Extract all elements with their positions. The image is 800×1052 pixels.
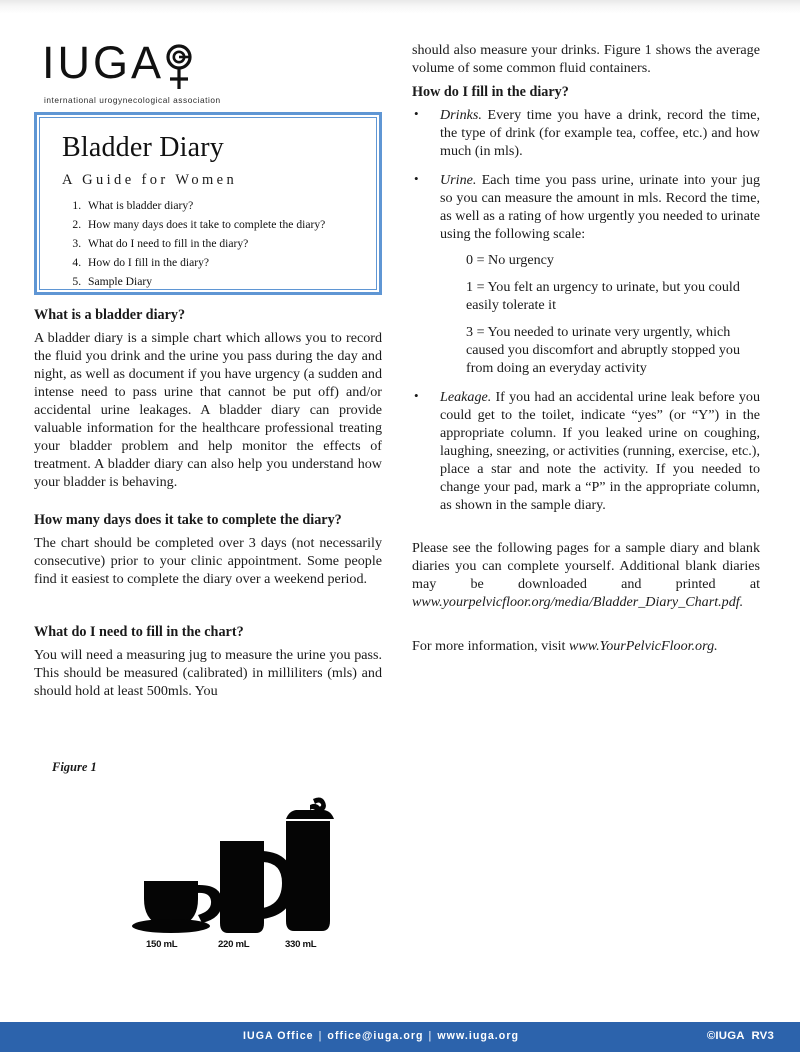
figure-label: Figure 1 bbox=[52, 760, 97, 774]
title-box bbox=[34, 112, 382, 295]
section-heading-how-do-i-fill-in: How do I fill in the diary? bbox=[412, 83, 569, 100]
logo-tagline: international urogynecological association bbox=[44, 95, 221, 105]
toc-item: 1. What is bladder diary? bbox=[84, 197, 358, 216]
footer-copyright-block bbox=[707, 1030, 774, 1042]
spacer bbox=[412, 624, 760, 638]
bullet-text-leakage: If you had an accidental urine leak before you could get to the toilet, indicate “yes” (or “Y”) in the appropriate column. If you leaked urine on coughing, laughing, sneezing, or activities (running, exercise, etc.), place a star and note the activity. If you needed to change your pad, mark a “P” in the appropriate column, as shown in the sample diary. bbox=[440, 388, 760, 513]
mug-icon bbox=[220, 841, 294, 933]
figure-caption-can: 330 mL bbox=[285, 939, 317, 950]
section-heading-how-many-days: How many days does it take to complete the diary? bbox=[34, 512, 342, 529]
table-of-contents bbox=[62, 197, 358, 291]
section-body-how-many-days: The chart should be completed over 3 days (not necessarily consecutive) prior to your clinic appointment. Some people find it easiest to complete the diary over a weekend period. bbox=[34, 535, 382, 588]
figure-1 bbox=[34, 760, 382, 964]
toc-item: 2. How many days does it take to complete the diary? bbox=[84, 216, 358, 235]
more-information-paragraph bbox=[412, 638, 760, 656]
list-item bbox=[412, 107, 760, 161]
title-box-inner bbox=[39, 117, 377, 290]
right-column bbox=[412, 42, 760, 669]
page-subtitle: A Guide for Women bbox=[62, 172, 238, 188]
footer-contact-info bbox=[243, 1030, 519, 1042]
page-title: Bladder Diary bbox=[62, 132, 224, 163]
urgency-scale-item: 0 = No urgency bbox=[466, 252, 554, 269]
more-information-text: For more information, visit bbox=[412, 638, 569, 655]
footer-revision: RV3 bbox=[751, 1030, 774, 1042]
instruction-bullet-list bbox=[412, 107, 760, 515]
figure-artwork bbox=[34, 789, 382, 964]
list-item bbox=[412, 172, 760, 378]
section-body-what-is-bladder-diary: A bladder diary is a simple chart which allows you to record the fluid you drink and the urine you pass during the day and night, as well as document if you have urgency (a sudden and intense need to pass urine that cannot be put off) and/or accidental urine leakages. A bladder diary can provide valuable information for the healthcare professional treating your bladder problem and help monitor the effects of treatment. A bladder diary can also help you understand how your bladder is behaving. bbox=[34, 329, 382, 490]
bullet-term-drinks: Drinks. bbox=[440, 106, 482, 123]
more-information-url: www.YourPelvicFloor.org. bbox=[568, 638, 718, 655]
urgency-scale-item: 3 = You needed to urinate very urgently, which caused you discomfort and abruptly stopped you from doing an everyday activity bbox=[466, 324, 740, 376]
page-footer bbox=[0, 1022, 800, 1052]
bullet-term-urine: Urine. bbox=[440, 171, 477, 188]
page-top-shading bbox=[0, 0, 800, 14]
footer-office-label: IUGA Office bbox=[243, 1030, 314, 1042]
logo-row bbox=[42, 37, 382, 91]
footer-separator: | bbox=[428, 1030, 433, 1042]
left-column bbox=[34, 307, 382, 714]
bullet-text-urine: Each time you pass urine, urinate into your jug so you can measure the amount in mls. Record the time, as well as a rating of how urgently you needed to urinate using the following scale: bbox=[440, 171, 760, 242]
footer-separator: | bbox=[318, 1030, 323, 1042]
toc-item: 4. How do I fill in the diary? bbox=[84, 254, 358, 273]
closing-paragraph-text: Please see the following pages for a sample diary and blank diaries you can complete yourself. Additional blank diaries may be downloaded and printed at bbox=[412, 539, 760, 592]
section-heading-what-do-i-need: What do I need to fill in the chart? bbox=[34, 624, 244, 641]
urgency-scale-list bbox=[440, 252, 760, 377]
iuga-logo bbox=[42, 37, 382, 105]
teacup-icon bbox=[132, 881, 222, 933]
urgency-scale-item: 1 = You felt an urgency to urinate, but you could easily tolerate it bbox=[466, 279, 740, 314]
spacer bbox=[412, 526, 760, 540]
spacer bbox=[34, 504, 382, 512]
section-heading-what-is-bladder-diary: What is a bladder diary? bbox=[34, 307, 186, 323]
toc-item: 5. Sample Diary bbox=[84, 273, 358, 292]
soda-can-icon bbox=[286, 798, 334, 931]
closing-paragraph-url: www.yourpelvicfloor.org/media/Bladder_Diary_Chart.pdf. bbox=[412, 593, 744, 610]
list-item bbox=[412, 389, 760, 515]
footer-copyright: ©IUGA bbox=[706, 1030, 745, 1042]
footer-email[interactable]: office@iuga.org bbox=[327, 1030, 424, 1042]
venus-symbol-icon bbox=[162, 43, 196, 91]
logo-wordmark: IUGA bbox=[42, 37, 165, 88]
footer-website[interactable]: www.iuga.org bbox=[437, 1030, 520, 1042]
figure-caption-teacup: 150 mL bbox=[146, 939, 178, 950]
spacer bbox=[34, 602, 382, 624]
bullet-term-leakage: Leakage. bbox=[440, 388, 492, 405]
continuation-paragraph: should also measure your drinks. Figure 1 shows the average volume of some common fluid containers. bbox=[412, 42, 760, 76]
toc-item: 3. What do I need to fill in the diary? bbox=[84, 235, 358, 254]
section-body-what-do-i-need: You will need a measuring jug to measure the urine you pass. This should be measured (calibrated) in milliliters (mls) and should hold at least 500mls. You bbox=[34, 646, 382, 699]
bullet-text-drinks: Every time you have a drink, record the time, the type of drink (for example tea, coffee, etc.) and how much (in mls). bbox=[440, 106, 760, 159]
closing-paragraph bbox=[412, 540, 760, 612]
figure-caption-mug: 220 mL bbox=[218, 939, 250, 950]
